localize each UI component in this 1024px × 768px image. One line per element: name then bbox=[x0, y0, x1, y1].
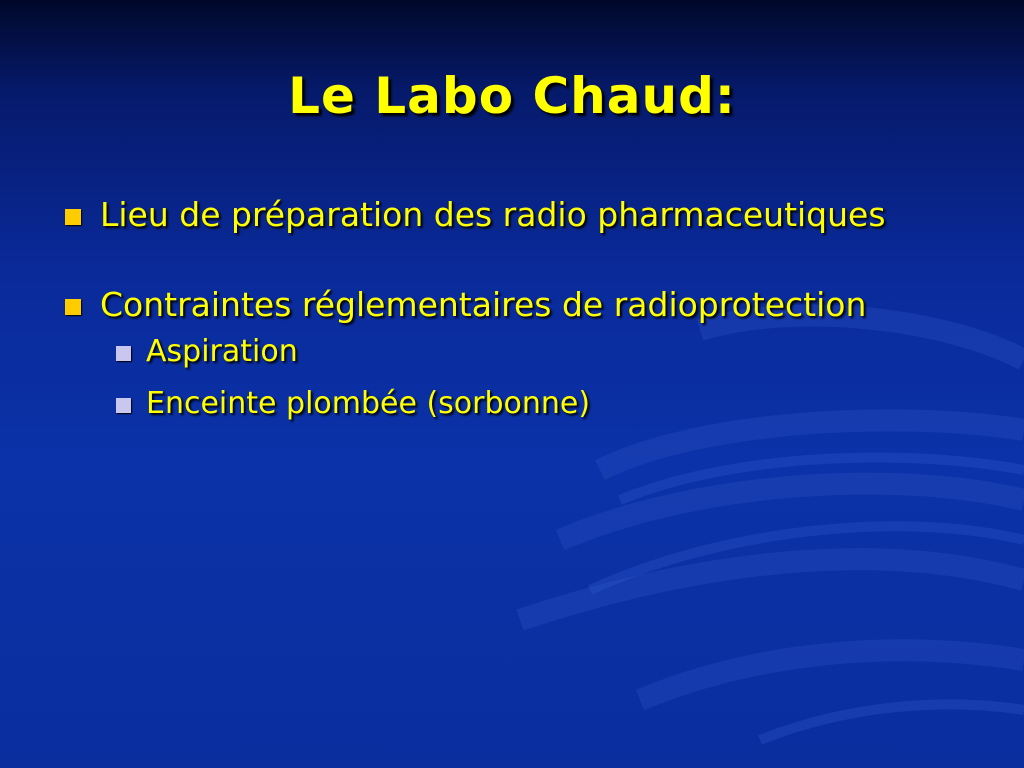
sub-bullet-text: Enceinte plombée (sorbonne) bbox=[146, 386, 591, 421]
sub-bullet-item bbox=[62, 326, 982, 378]
sub-bullet-list bbox=[62, 326, 982, 430]
bullet-item bbox=[62, 192, 982, 238]
bullet-text: Contraintes réglementaires de radioprotection bbox=[100, 285, 867, 324]
bullet-text: Lieu de préparation des radio pharmaceutiques bbox=[100, 195, 886, 234]
bullet-list bbox=[62, 192, 982, 430]
square-bullet-icon bbox=[116, 398, 131, 413]
square-bullet-icon bbox=[65, 209, 81, 225]
bullet-item bbox=[62, 282, 982, 328]
square-bullet-icon bbox=[65, 299, 81, 315]
slide-title: Le Labo Chaud: bbox=[288, 67, 736, 125]
sub-bullet-item bbox=[62, 378, 982, 430]
sub-bullet-text: Aspiration bbox=[146, 334, 298, 369]
square-bullet-icon bbox=[116, 346, 131, 361]
